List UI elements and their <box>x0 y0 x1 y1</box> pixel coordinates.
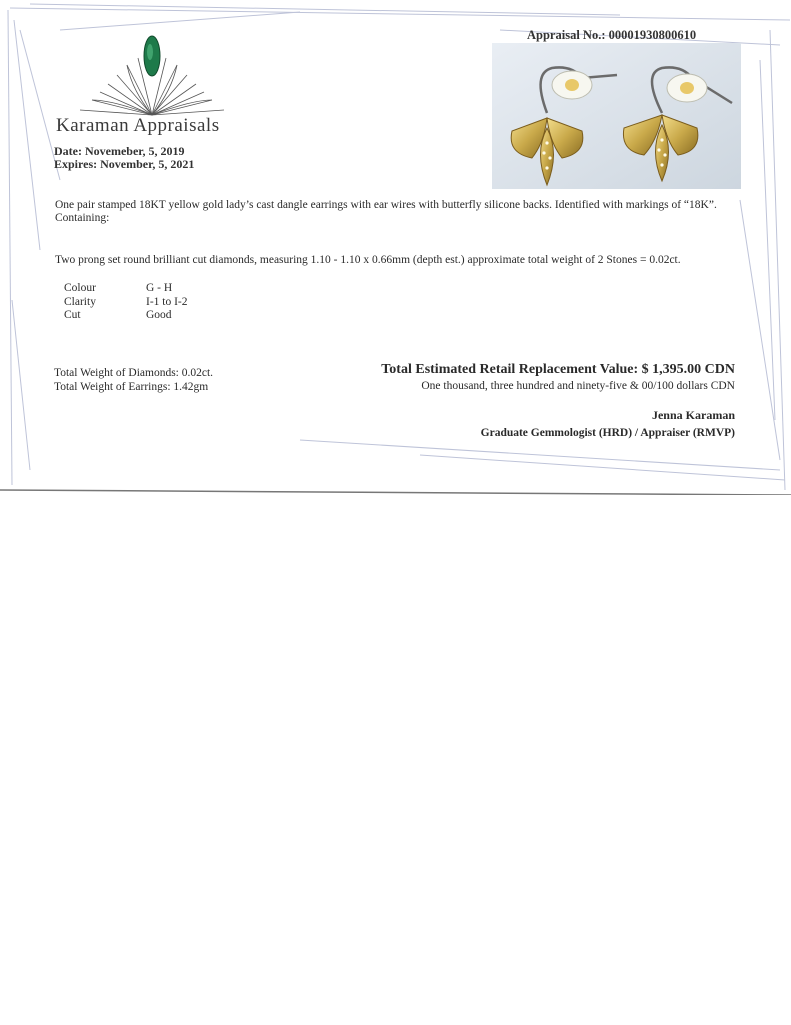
stones-description: Two prong set round brilliant cut diamonds, measuring 1.10 - 1.10 x 0.66mm (depth est.) approximate total weight of 2 Stones = 0.02ct. <box>55 254 681 266</box>
spec-row <box>64 296 188 310</box>
spec-label: Colour <box>64 282 96 294</box>
appraisal-certificate <box>0 0 791 495</box>
spec-row <box>64 309 188 323</box>
emerald-leaf-logo-icon <box>72 30 232 122</box>
spec-row <box>64 282 188 296</box>
expiry-date: Expires: November, 5, 2021 <box>54 157 195 171</box>
weight-totals <box>54 367 213 394</box>
diamond-weight: Total Weight of Diamonds: 0.02ct. <box>54 367 214 379</box>
diamond-specs <box>64 282 188 323</box>
valuation-block <box>381 362 735 439</box>
date-block <box>54 145 194 171</box>
issue-date: Date: Novemeber, 5, 2019 <box>54 144 185 158</box>
spec-label: Cut <box>64 309 81 321</box>
containing-label: Containing: <box>55 212 110 224</box>
earring-weight: Total Weight of Earrings: 1.42gm <box>54 380 209 393</box>
value-in-words: One thousand, three hundred and ninety-five & 00/100 dollars CDN <box>421 380 735 392</box>
spec-value: Good <box>146 309 172 321</box>
earrings-photo-icon <box>492 43 741 189</box>
brand-name: Karaman Appraisals <box>56 115 220 136</box>
description-text: One pair stamped 18KT yellow gold lady’s cast dangle earrings with ear wires with butterfly silicone backs. Identified with markings of “18K”. <box>55 199 717 211</box>
spec-value: I-1 to I-2 <box>146 295 188 308</box>
replacement-value: Total Estimated Retail Replacement Value: $ 1,395.00 CDN <box>381 362 735 377</box>
signer-title: Graduate Gemmologist (HRD) / Appraiser (RMVP) <box>480 427 735 439</box>
spec-label: Clarity <box>64 295 96 308</box>
item-description <box>55 199 735 225</box>
appraisal-number: Appraisal No.: 00001930800610 <box>527 28 697 42</box>
spec-value: G - H <box>146 282 173 294</box>
signer-name: Jenna Karaman <box>651 408 735 422</box>
